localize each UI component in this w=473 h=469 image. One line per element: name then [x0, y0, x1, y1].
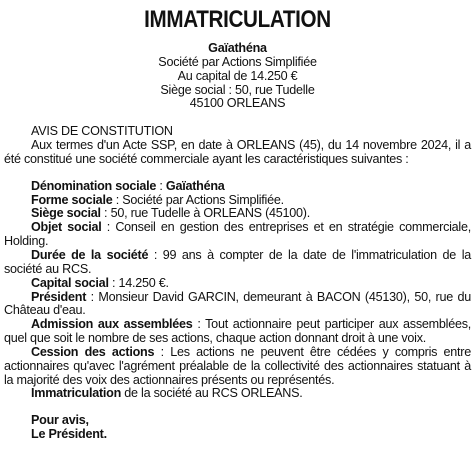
item-value: de la société au RCS ORLEANS. [124, 386, 303, 401]
item-value: Conseil en gestion des entreprises et en stratégie commerciale, Holding. [4, 220, 471, 249]
item-label: Objet social [31, 220, 102, 235]
notice-title: IMMATRICULATION [144, 6, 331, 33]
company-header [4, 42, 471, 111]
company-city: 45100 ORLEANS [189, 96, 286, 111]
item-sep: : [100, 206, 111, 221]
signoff-line-2: Le Président. [31, 427, 107, 442]
company-capital: Au capital de 14.250 € [177, 68, 298, 83]
item-capital [4, 277, 471, 291]
item-label: Durée de la société [31, 247, 149, 262]
item-sep: : [101, 220, 116, 235]
item-label: Dénomination sociale [31, 178, 157, 193]
item-siege [4, 207, 471, 221]
company-form: Société par Actions Simplifiée [158, 54, 317, 69]
notice-intro: Aux termes d'un Acte SSP, en date à ORLEANS (45), du 14 novembre 2024, il a été constitué une société commerciale ayant les caractéristiques suivantes : [4, 138, 471, 166]
item-sep: : [108, 275, 119, 290]
item-sep: : [156, 178, 166, 193]
item-denomination [4, 180, 471, 194]
item-objet [4, 221, 471, 249]
notice-heading: AVIS DE CONSTITUTION [31, 124, 173, 139]
item-president [4, 291, 471, 319]
item-cession [4, 346, 471, 388]
item-sep: : [148, 247, 163, 262]
item-label: Capital social [31, 275, 109, 290]
item-value: 99 ans à compter de la date de l'immatriculation de la société au RCS. [4, 247, 472, 276]
item-label: Président [31, 289, 87, 304]
item-sep: : [154, 344, 171, 359]
item-value: Monsieur David GARCIN, demeurant à BACON (45130), 50, rue du Château d'eau. [4, 289, 471, 318]
item-value: Société par Actions Simplifiée. [122, 192, 284, 207]
item-immatriculation [4, 387, 471, 401]
item-sep: : [112, 192, 123, 207]
signoff-line-1: Pour avis, [31, 413, 89, 428]
item-label: Forme sociale [31, 192, 113, 207]
item-value: 14.250 €. [118, 275, 169, 290]
item-value: 50, rue Tudelle à ORLEANS (45100). [110, 206, 310, 221]
item-label: Immatriculation [31, 386, 122, 401]
company-siege: Siège social : 50, rue Tudelle [160, 82, 315, 97]
item-admission [4, 318, 471, 346]
item-value: Tout actionnaire peut participer aux assemblées, quel que soit le nombre de ses actions, chaque action donnant droit à une voix. [4, 317, 471, 346]
item-duree [4, 249, 471, 277]
item-value: Les actions ne peuvent être cédées y compris entre actionnaires qu'avec l'agrément préalable de la collectivité des actionnaires statuant à la majorité des voix des actionnaires présents ou représentés. [4, 344, 472, 387]
item-forme [4, 194, 471, 208]
company-name: Gaïathéna [208, 41, 267, 55]
item-sep: : [86, 289, 99, 304]
item-sep: : [192, 317, 206, 332]
item-label: Admission aux assemblées [31, 317, 193, 332]
item-label: Siège social [31, 206, 101, 221]
item-value: Gaïathéna [165, 178, 225, 193]
item-label: Cession des actions [31, 344, 155, 359]
